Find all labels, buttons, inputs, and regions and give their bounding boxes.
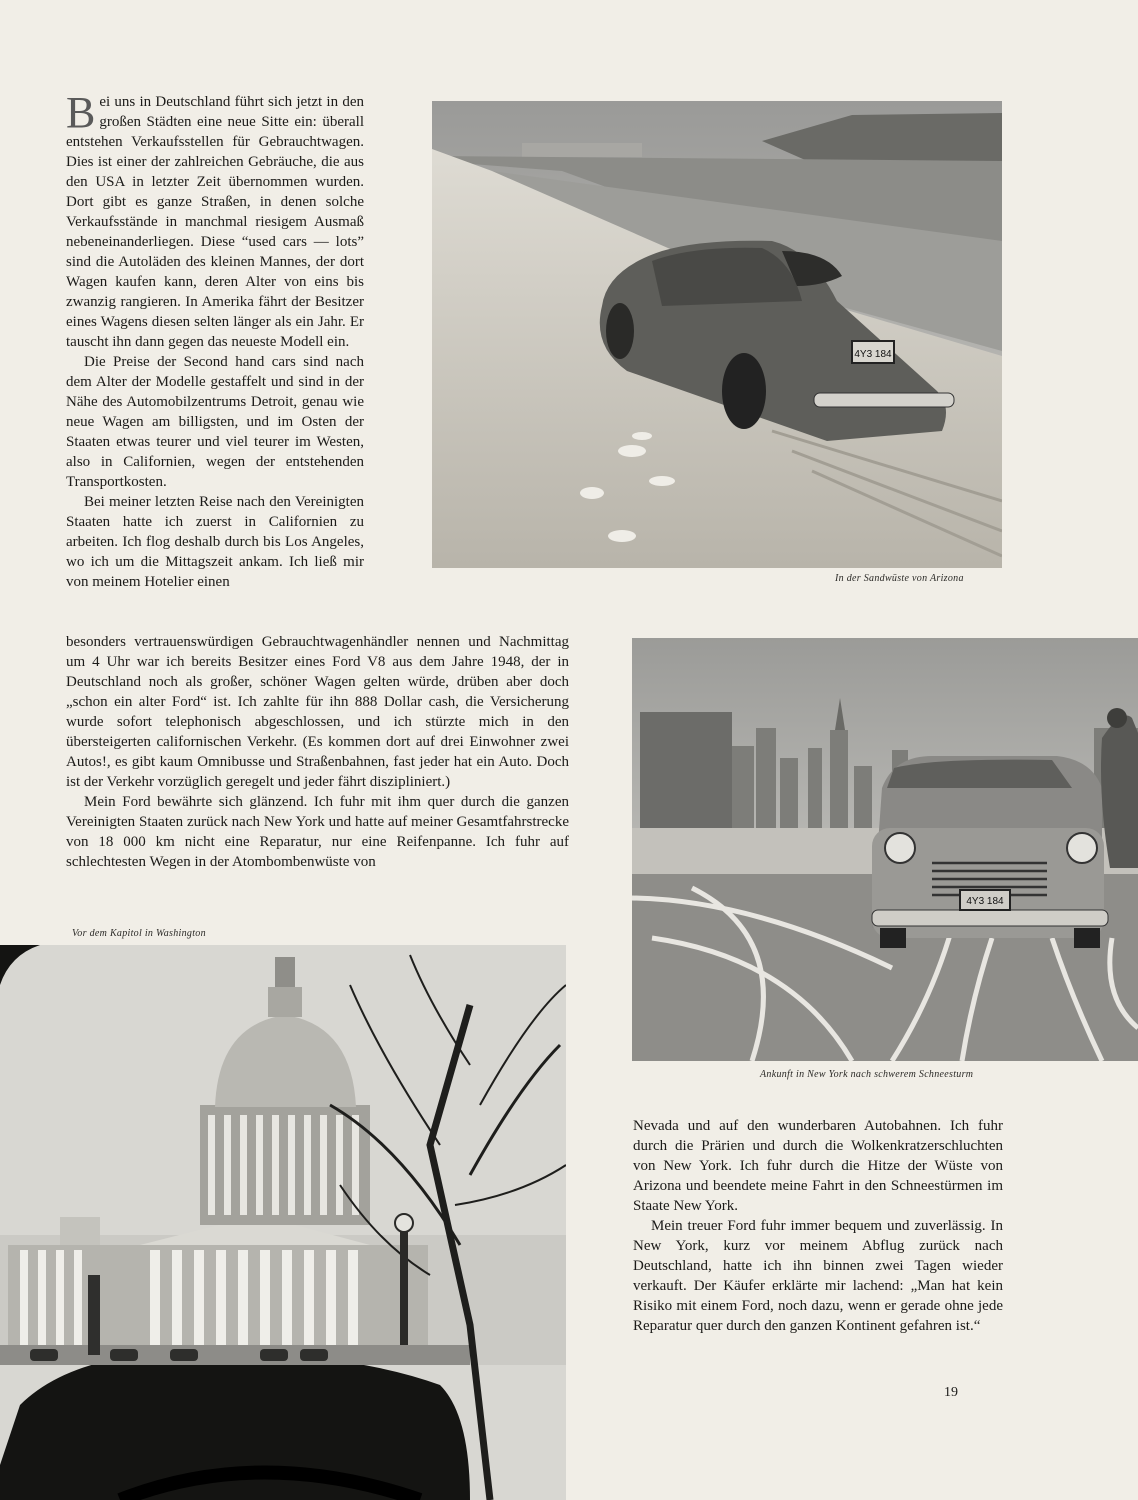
article-column-2 bbox=[633, 1116, 1003, 1336]
license-plate: 4Y3 184 bbox=[854, 349, 892, 360]
article-wide-block bbox=[66, 632, 569, 872]
caption-newyork: Ankunft in New York nach schwerem Schneesturm bbox=[760, 1069, 974, 1080]
page-number: 19 bbox=[944, 1385, 958, 1400]
dropcap: B bbox=[66, 88, 96, 137]
photo-arizona-desert bbox=[432, 101, 1002, 568]
paragraph: besonders vertrauenswürdigen Gebrauchtwagenhändler nennen und Nachmittag um 4 Uhr war ich bereits Besitzer eines Ford V8 aus dem Jahre 1948, der in Deutschland noch als großer, schöner Wagen gelten würde, drüben aber doch „schon ein alter Ford“ ist. Ich zahlte für ihn 888 Dollar cash, die Versicherung wurde sofort telephonisch abgeschlossen, und ich stürzte mich in den übersteigerten californischen Verkehr. (Es kommen dort auf drei Einwohner zwei Autos!, es gibt kaum Omnibusse und Straßenbahnen, fast jeder hat ein Auto. Doch ist der Verkehr vorzüglich geregelt und jeder fährt diszipliniert.) bbox=[66, 634, 569, 790]
paragraph: Mein Ford bewährte sich glänzend. Ich fuhr mit ihm quer durch die ganzen Vereinigten Staaten zurück nach New York und hatte auf meiner Gesamtfahrstrecke von 18 000 km nicht eine Reparatur, nur eine Reifenpanne. Ich fuhr auf schlechtesten Wegen in der Atombombenwüste von bbox=[66, 794, 569, 870]
paragraph: Die Preise der Second hand cars sind nach dem Alter der Modelle gestaffelt und sind in der Nähe des Automobilzentrums Detroit, genau wie neue Wagen am billigsten, und im Osten der Staaten etwas teurer und viel teurer im Westen, also in Californien, wegen der entstehenden Transportkosten. bbox=[66, 354, 364, 490]
caption-arizona: In der Sandwüste von Arizona bbox=[835, 573, 964, 584]
photo-newyork-snow bbox=[632, 638, 1138, 1061]
article-column-1 bbox=[66, 88, 364, 592]
paragraph: Bei meiner letzten Reise nach den Vereinigten Staaten hatte ich zuerst in Californien zu arbeiten. Ich flog deshalb durch bis Los Angeles, wo ich um die Mittagszeit ankam. Ich ließ mir von meinem Hotelier einen bbox=[66, 494, 364, 590]
photo-capitol-washington bbox=[0, 945, 566, 1500]
paragraph: Bei uns in Deutschland führt sich jetzt in den großen Städten eine neue Sitte ein: überall entstehen Verkaufsstellen für Gebrauchtwagen. Dies ist einer der zahlreichen Gebräuche, die aus den USA in letzter Zeit übernommen wurden. Dort gibt es ganze Straßen, in denen solche Verkaufsstände in manchmal riesigem Ausmaß nebeneinanderliegen. Diese “used cars — lots” sind die Autoläden des kleinen Mannes, der dort Wagen kaufen kann, deren Alter von eins bis zwanzig rangieren. In Amerika fährt der Besitzer eines Wagens diesen selten länger als ein Jahr. Er tauscht ihn dann gegen das neueste Modell ein. bbox=[66, 88, 364, 350]
paragraph: Nevada und auf den wunderbaren Autobahnen. Ich fuhr durch die Prärien und durch die Wolkenkratzerschluchten von New York. Ich fuhr durch die Hitze der Wüste von Arizona und beendete meine Fahrt in den Schneestürmen im Staate New York. bbox=[633, 1118, 1003, 1214]
caption-washington: Vor dem Kapitol in Washington bbox=[72, 928, 206, 939]
license-plate: 4Y3 184 bbox=[966, 896, 1004, 907]
paragraph: Mein treuer Ford fuhr immer bequem und zuverlässig. In New York, kurz vor meinem Abflug zurück nach Deutschland, hatte ich ihn binnen zwei Tagen wieder verkauft. Der Käufer erklärte mir lachend: „Man hat kein Risiko mit einem Ford, noch dazu, wenn er gerade ohne jede Reparatur quer durch den ganzen Kontinent gefahren ist.“ bbox=[633, 1218, 1003, 1334]
